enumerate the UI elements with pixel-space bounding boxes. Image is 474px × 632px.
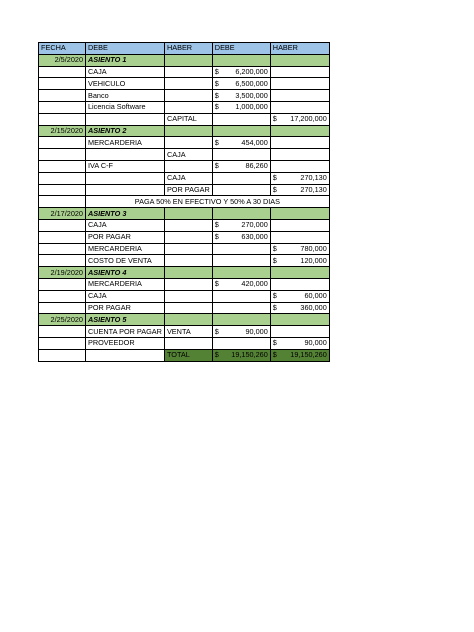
cell-a[interactable] — [39, 349, 86, 361]
cell-c[interactable] — [164, 66, 212, 78]
amount — [273, 350, 327, 360]
cell-b[interactable]: Banco — [86, 90, 165, 102]
ledger-row — [39, 66, 330, 78]
cell-c[interactable] — [164, 267, 212, 279]
currency-symbol: $ — [214, 326, 219, 336]
cell-a[interactable] — [39, 184, 86, 196]
amount-value: 420,000 — [241, 279, 268, 289]
cell-a[interactable] — [39, 160, 86, 172]
ledger-row — [39, 160, 330, 172]
cell-d[interactable] — [212, 278, 270, 290]
cell-e[interactable] — [270, 302, 329, 314]
cell-b[interactable]: POR PAGAR — [86, 302, 165, 314]
cell-a[interactable] — [39, 302, 86, 314]
amount-value: 6,200,000 — [235, 66, 268, 76]
cell-a[interactable] — [39, 219, 86, 231]
amount — [273, 114, 327, 124]
note-row — [39, 196, 330, 208]
cell-c[interactable] — [164, 125, 212, 137]
cell-c[interactable]: CAPITAL — [164, 113, 212, 125]
amount-value: 19,150,260 — [290, 350, 327, 360]
currency-symbol: $ — [272, 291, 277, 301]
amount — [273, 185, 327, 195]
cell-b[interactable]: IVA C-F — [86, 160, 165, 172]
cell-d[interactable] — [212, 231, 270, 243]
cell-a[interactable] — [39, 243, 86, 255]
header-fecha[interactable]: FECHA — [39, 43, 86, 55]
amount-value: 454,000 — [241, 137, 268, 147]
section-row — [39, 125, 330, 137]
amount — [273, 173, 327, 183]
currency-symbol: $ — [214, 78, 219, 88]
amount — [273, 338, 327, 348]
amount — [273, 256, 327, 266]
cell-entry-label[interactable]: ASIENTO 4 — [86, 267, 165, 279]
cell-a[interactable] — [39, 337, 86, 349]
cell-a[interactable] — [39, 149, 86, 161]
cell-entry-label[interactable]: ASIENTO 2 — [86, 125, 165, 137]
header-debe-amount[interactable]: DEBE — [212, 43, 270, 55]
cell-d[interactable] — [212, 219, 270, 231]
cell-d[interactable] — [212, 172, 270, 184]
cell-d[interactable] — [212, 326, 270, 338]
amount — [273, 291, 327, 301]
cell-b[interactable]: CAJA — [86, 219, 165, 231]
ledger-row — [39, 326, 330, 338]
cell-e[interactable] — [270, 125, 329, 137]
amount-value: 270,130 — [300, 173, 327, 183]
cell-b[interactable]: MERCARDERIA — [86, 137, 165, 149]
ledger-row — [39, 184, 330, 196]
cell-c[interactable] — [164, 219, 212, 231]
cell-e[interactable] — [270, 267, 329, 279]
cell-d[interactable] — [212, 113, 270, 125]
cell-a[interactable] — [39, 326, 86, 338]
amount-value: 1,000,000 — [235, 102, 268, 112]
cell-d[interactable] — [212, 184, 270, 196]
cell-b[interactable]: MERCARDERIA — [86, 243, 165, 255]
cell-e[interactable] — [270, 172, 329, 184]
cell-entry-label[interactable]: ASIENTO 1 — [86, 54, 165, 66]
total-row — [39, 349, 330, 361]
cell-b[interactable]: MERCARDERIA — [86, 278, 165, 290]
ledger-row — [39, 113, 330, 125]
currency-symbol: $ — [272, 243, 277, 253]
amount — [215, 161, 268, 171]
currency-symbol: $ — [272, 338, 277, 348]
cell-d[interactable] — [212, 302, 270, 314]
cell-b[interactable] — [86, 113, 165, 125]
amount-value: 90,000 — [304, 338, 327, 348]
cell-a[interactable] — [39, 66, 86, 78]
currency-symbol: $ — [214, 90, 219, 100]
cell-a[interactable] — [39, 78, 86, 90]
cell-b[interactable]: COSTO DE VENTA — [86, 255, 165, 267]
ledger-row — [39, 149, 330, 161]
header-row — [39, 43, 330, 55]
cell-b[interactable]: VEHICULO — [86, 78, 165, 90]
cell-d[interactable] — [212, 78, 270, 90]
amount — [273, 303, 327, 313]
amount — [215, 102, 268, 112]
cell-d[interactable] — [212, 149, 270, 161]
cell-d[interactable] — [212, 349, 270, 361]
cell-c[interactable] — [164, 243, 212, 255]
cell-c[interactable] — [164, 90, 212, 102]
ledger-row — [39, 290, 330, 302]
currency-symbol: $ — [214, 66, 219, 76]
amount-value: 19,150,260 — [231, 350, 268, 360]
section-row — [39, 267, 330, 279]
cell-c[interactable]: CAJA — [164, 149, 212, 161]
cell-d[interactable] — [212, 125, 270, 137]
cell-b[interactable]: POR PAGAR — [86, 231, 165, 243]
amount-value: 86,260 — [245, 161, 268, 171]
cell-b[interactable]: CAJA — [86, 290, 165, 302]
cell-c[interactable] — [164, 255, 212, 267]
ledger-row — [39, 101, 330, 113]
cell-note[interactable]: PAGA 50% EN EFECTIVO Y 50% A 30 DIAS — [86, 196, 330, 208]
cell-e[interactable] — [270, 160, 329, 172]
ledger-table — [38, 42, 330, 362]
ledger-row — [39, 337, 330, 349]
cell-d[interactable] — [212, 337, 270, 349]
cell-e[interactable] — [270, 219, 329, 231]
cell-e[interactable] — [270, 349, 329, 361]
cell-date[interactable]: 2/5/2020 — [39, 54, 86, 66]
cell-b[interactable] — [86, 349, 165, 361]
amount — [215, 220, 268, 230]
cell-a[interactable] — [39, 113, 86, 125]
cell-e[interactable] — [270, 66, 329, 78]
cell-b[interactable]: PROVEEDOR — [86, 337, 165, 349]
cell-a[interactable] — [39, 137, 86, 149]
currency-symbol: $ — [214, 137, 219, 147]
ledger-row — [39, 302, 330, 314]
cell-a[interactable] — [39, 231, 86, 243]
cell-b[interactable] — [86, 172, 165, 184]
cell-date[interactable]: 2/19/2020 — [39, 267, 86, 279]
currency-symbol: $ — [214, 102, 219, 112]
cell-d[interactable] — [212, 137, 270, 149]
ledger-row — [39, 78, 330, 90]
cell-c[interactable] — [164, 231, 212, 243]
amount — [215, 79, 268, 89]
amount — [273, 244, 327, 254]
cell-e[interactable] — [270, 326, 329, 338]
cell-a[interactable] — [39, 255, 86, 267]
currency-symbol: $ — [214, 220, 219, 230]
amount-value: 120,000 — [300, 255, 327, 265]
ledger-row — [39, 137, 330, 149]
ledger-body — [39, 43, 330, 362]
cell-e[interactable] — [270, 255, 329, 267]
currency-symbol: $ — [214, 232, 219, 242]
section-row — [39, 314, 330, 326]
cell-a[interactable] — [39, 196, 86, 208]
section-row — [39, 208, 330, 220]
cell-entry-label[interactable]: ASIENTO 5 — [86, 314, 165, 326]
cell-total-label[interactable]: TOTAL — [164, 349, 212, 361]
cell-d[interactable] — [212, 267, 270, 279]
cell-e[interactable] — [270, 243, 329, 255]
cell-c[interactable] — [164, 278, 212, 290]
ledger-row — [39, 255, 330, 267]
amount — [215, 350, 268, 360]
amount — [215, 138, 268, 148]
header-debe[interactable]: DEBE — [86, 43, 165, 55]
amount — [215, 232, 268, 242]
cell-c[interactable]: POR PAGAR — [164, 184, 212, 196]
cell-c[interactable] — [164, 137, 212, 149]
amount — [215, 91, 268, 101]
cell-c[interactable] — [164, 160, 212, 172]
section-row — [39, 54, 330, 66]
ledger-row — [39, 219, 330, 231]
cell-c[interactable] — [164, 337, 212, 349]
cell-e[interactable] — [270, 231, 329, 243]
cell-d[interactable] — [212, 54, 270, 66]
cell-d[interactable] — [212, 101, 270, 113]
cell-b[interactable] — [86, 149, 165, 161]
cell-d[interactable] — [212, 66, 270, 78]
cell-e[interactable] — [270, 78, 329, 90]
cell-c[interactable] — [164, 101, 212, 113]
cell-e[interactable] — [270, 101, 329, 113]
currency-symbol: $ — [272, 302, 277, 312]
amount — [215, 279, 268, 289]
cell-d[interactable] — [212, 90, 270, 102]
amount-value: 630,000 — [241, 232, 268, 242]
cell-d[interactable] — [212, 255, 270, 267]
cell-c[interactable]: VENTA — [164, 326, 212, 338]
ledger-row — [39, 231, 330, 243]
cell-date[interactable]: 2/15/2020 — [39, 125, 86, 137]
amount-value: 3,500,000 — [235, 90, 268, 100]
amount-value: 270,000 — [241, 220, 268, 230]
cell-c[interactable] — [164, 208, 212, 220]
amount-value: 360,000 — [300, 302, 327, 312]
ledger-row — [39, 243, 330, 255]
amount-value: 17,200,000 — [290, 114, 327, 124]
cell-c[interactable] — [164, 302, 212, 314]
cell-e[interactable] — [270, 337, 329, 349]
ledger-row — [39, 278, 330, 290]
currency-symbol: $ — [272, 184, 277, 194]
cell-e[interactable] — [270, 290, 329, 302]
currency-symbol: $ — [214, 161, 219, 171]
cell-c[interactable] — [164, 314, 212, 326]
amount-value: 270,130 — [300, 184, 327, 194]
cell-date[interactable]: 2/17/2020 — [39, 208, 86, 220]
currency-symbol: $ — [272, 350, 277, 360]
amount-value: 60,000 — [304, 291, 327, 301]
cell-entry-label[interactable]: ASIENTO 3 — [86, 208, 165, 220]
cell-b[interactable]: CUENTA POR PAGAR — [86, 326, 165, 338]
cell-b[interactable]: CAJA — [86, 66, 165, 78]
cell-e[interactable] — [270, 278, 329, 290]
cell-c[interactable] — [164, 54, 212, 66]
currency-symbol: $ — [272, 255, 277, 265]
currency-symbol: $ — [214, 350, 219, 360]
cell-a[interactable] — [39, 290, 86, 302]
cell-a[interactable] — [39, 278, 86, 290]
cell-c[interactable] — [164, 290, 212, 302]
cell-e[interactable] — [270, 113, 329, 125]
cell-b[interactable] — [86, 184, 165, 196]
cell-d[interactable] — [212, 314, 270, 326]
cell-c[interactable] — [164, 78, 212, 90]
cell-b[interactable]: Licencia Software — [86, 101, 165, 113]
ledger-row — [39, 90, 330, 102]
cell-e[interactable] — [270, 90, 329, 102]
cell-e[interactable] — [270, 54, 329, 66]
amount-value: 90,000 — [245, 326, 268, 336]
ledger-row — [39, 172, 330, 184]
currency-symbol: $ — [272, 173, 277, 183]
amount-value: 6,500,000 — [235, 78, 268, 88]
cell-c[interactable]: CAJA — [164, 172, 212, 184]
amount — [215, 67, 268, 77]
cell-date[interactable]: 2/25/2020 — [39, 314, 86, 326]
cell-e[interactable] — [270, 208, 329, 220]
cell-a[interactable] — [39, 172, 86, 184]
cell-d[interactable] — [212, 160, 270, 172]
cell-e[interactable] — [270, 137, 329, 149]
amount — [215, 327, 268, 337]
cell-d[interactable] — [212, 290, 270, 302]
cell-d[interactable] — [212, 208, 270, 220]
cell-d[interactable] — [212, 243, 270, 255]
cell-e[interactable] — [270, 314, 329, 326]
cell-e[interactable] — [270, 184, 329, 196]
cell-e[interactable] — [270, 149, 329, 161]
header-haber[interactable]: HABER — [164, 43, 212, 55]
cell-a[interactable] — [39, 90, 86, 102]
currency-symbol: $ — [272, 114, 277, 124]
amount-value: 780,000 — [300, 243, 327, 253]
currency-symbol: $ — [214, 279, 219, 289]
cell-a[interactable] — [39, 101, 86, 113]
header-haber-amount[interactable]: HABER — [270, 43, 329, 55]
